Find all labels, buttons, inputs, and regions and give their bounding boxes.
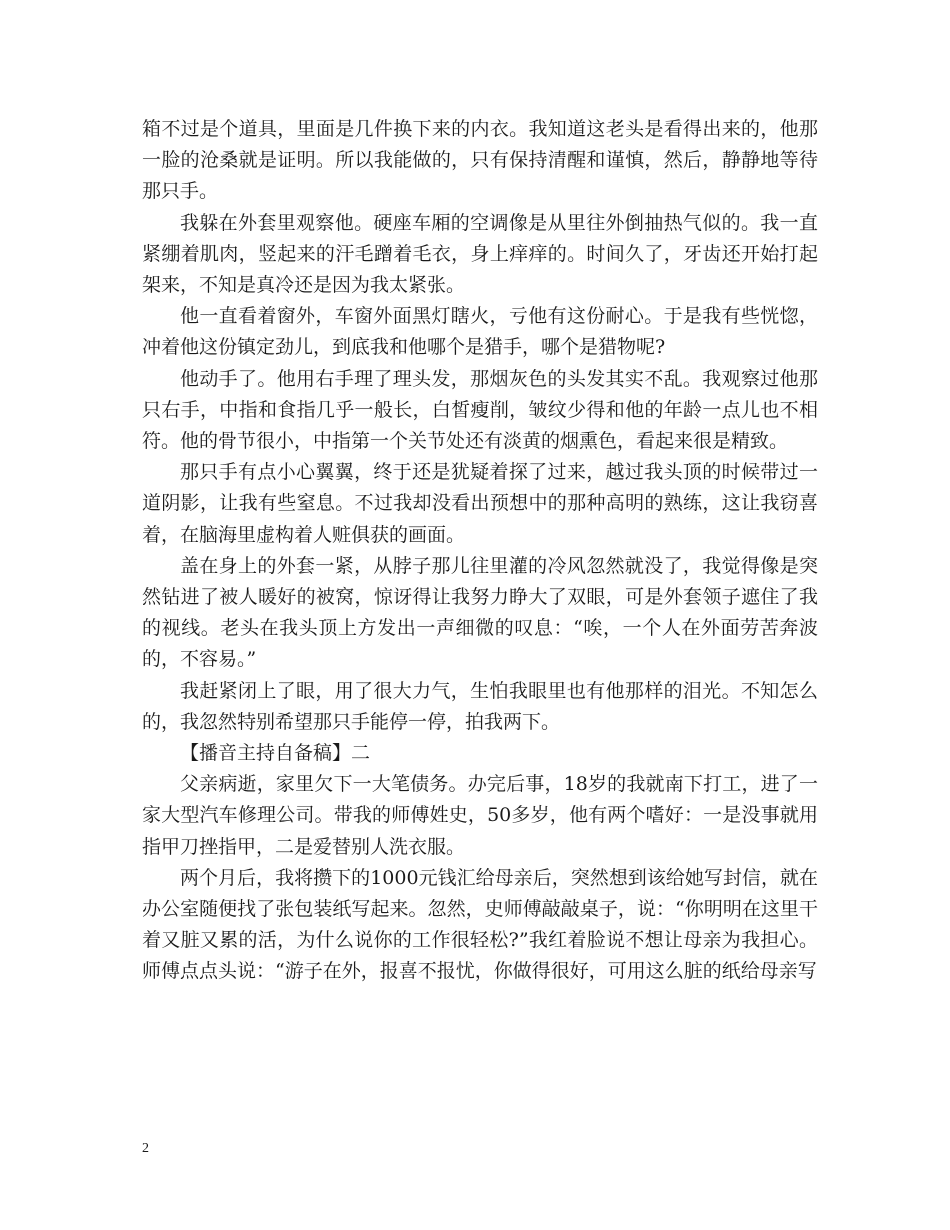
- paragraph-9: 父亲病逝，家里欠下一大笔债务。办完后事，18岁的我就南下打工，进了一家大型汽车修理公司。带我的师傅姓史，50多岁，他有两个嗜好：一是没事就用指甲刀挫指甲，二是爱替别人洗衣服。: [142, 773, 818, 858]
- paragraph-5: 那只手有点小心翼翼，终于还是犹疑着探了过来，越过我头顶的时候带过一道阴影，让我有些窒息。不过我却没看出预想中的那种高明的熟练，这让我窃喜着，在脑海里虚构着人赃俱获的画面。: [142, 461, 818, 546]
- paragraph-1: 箱不过是个道具，里面是几件换下来的内衣。我知道这老头是看得出来的，他那一脸的沧桑就是证明。所以我能做的，只有保持清醒和谨慎，然后，静静地等待那只手。: [142, 118, 818, 203]
- page-number: 2: [142, 1141, 149, 1156]
- paragraph-7: 我赶紧闭上了眼，用了很大力气，生怕我眼里也有他那样的泪光。不知怎么的，我忽然特别希望那只手能停一停，拍我两下。: [142, 679, 818, 733]
- paragraph-4: 他动手了。他用右手理了理头发，那烟灰色的头发其实不乱。我观察过他那只右手，中指和食指几乎一般长，白皙瘦削，皱纹少得和他的年龄一点儿也不相符。他的骨节很小，中指第一个关节处还有淡黄的烟熏色，看起来很是精致。: [142, 367, 818, 453]
- paragraph-3: 他一直看着窗外，车窗外面黑灯瞎火，亏他有这份耐心。于是我有些恍惚，冲着他这份镇定劲儿，到底我和他哪个是猎手，哪个是猎物呢?: [142, 305, 818, 359]
- paragraph-2: 我躲在外套里观察他。硬座车厢的空调像是从里往外倒抽热气似的。我一直紧绷着肌肉，竖起来的汗毛蹭着毛衣，身上痒痒的。时间久了，牙齿还开始打起架来，不知是真冷还是因为我太紧张。: [142, 211, 818, 297]
- paragraph-6: 盖在身上的外套一紧，从脖子那儿往里灌的冷风忽然就没了，我觉得像是突然钻进了被人暖好的被窝，惊讶得让我努力睁大了双眼，可是外套领子遮住了我的视线。老头在我头顶上方发出一声细微的叹息：“唉，一个人在外面劳苦奔波的，不容易。”: [142, 554, 818, 671]
- section-heading: 【播音主持自备稿】二: [180, 742, 371, 765]
- paragraph-10: 两个月后，我将攒下的1000元钱汇给母亲后，突然想到该给她写封信，就在办公室随便找了张包装纸写起来。忽然，史师傅敲敲桌子，说：“你明明在这里干着又脏又累的活，为什么说你的工作很轻松?”我红着脸说不想让母亲为我担心。师傅点点头说：“游子在外，报喜不报忧，你做得很好，可用这么脏的纸给母亲写: [142, 866, 818, 983]
- document-body: [142, 114, 818, 988]
